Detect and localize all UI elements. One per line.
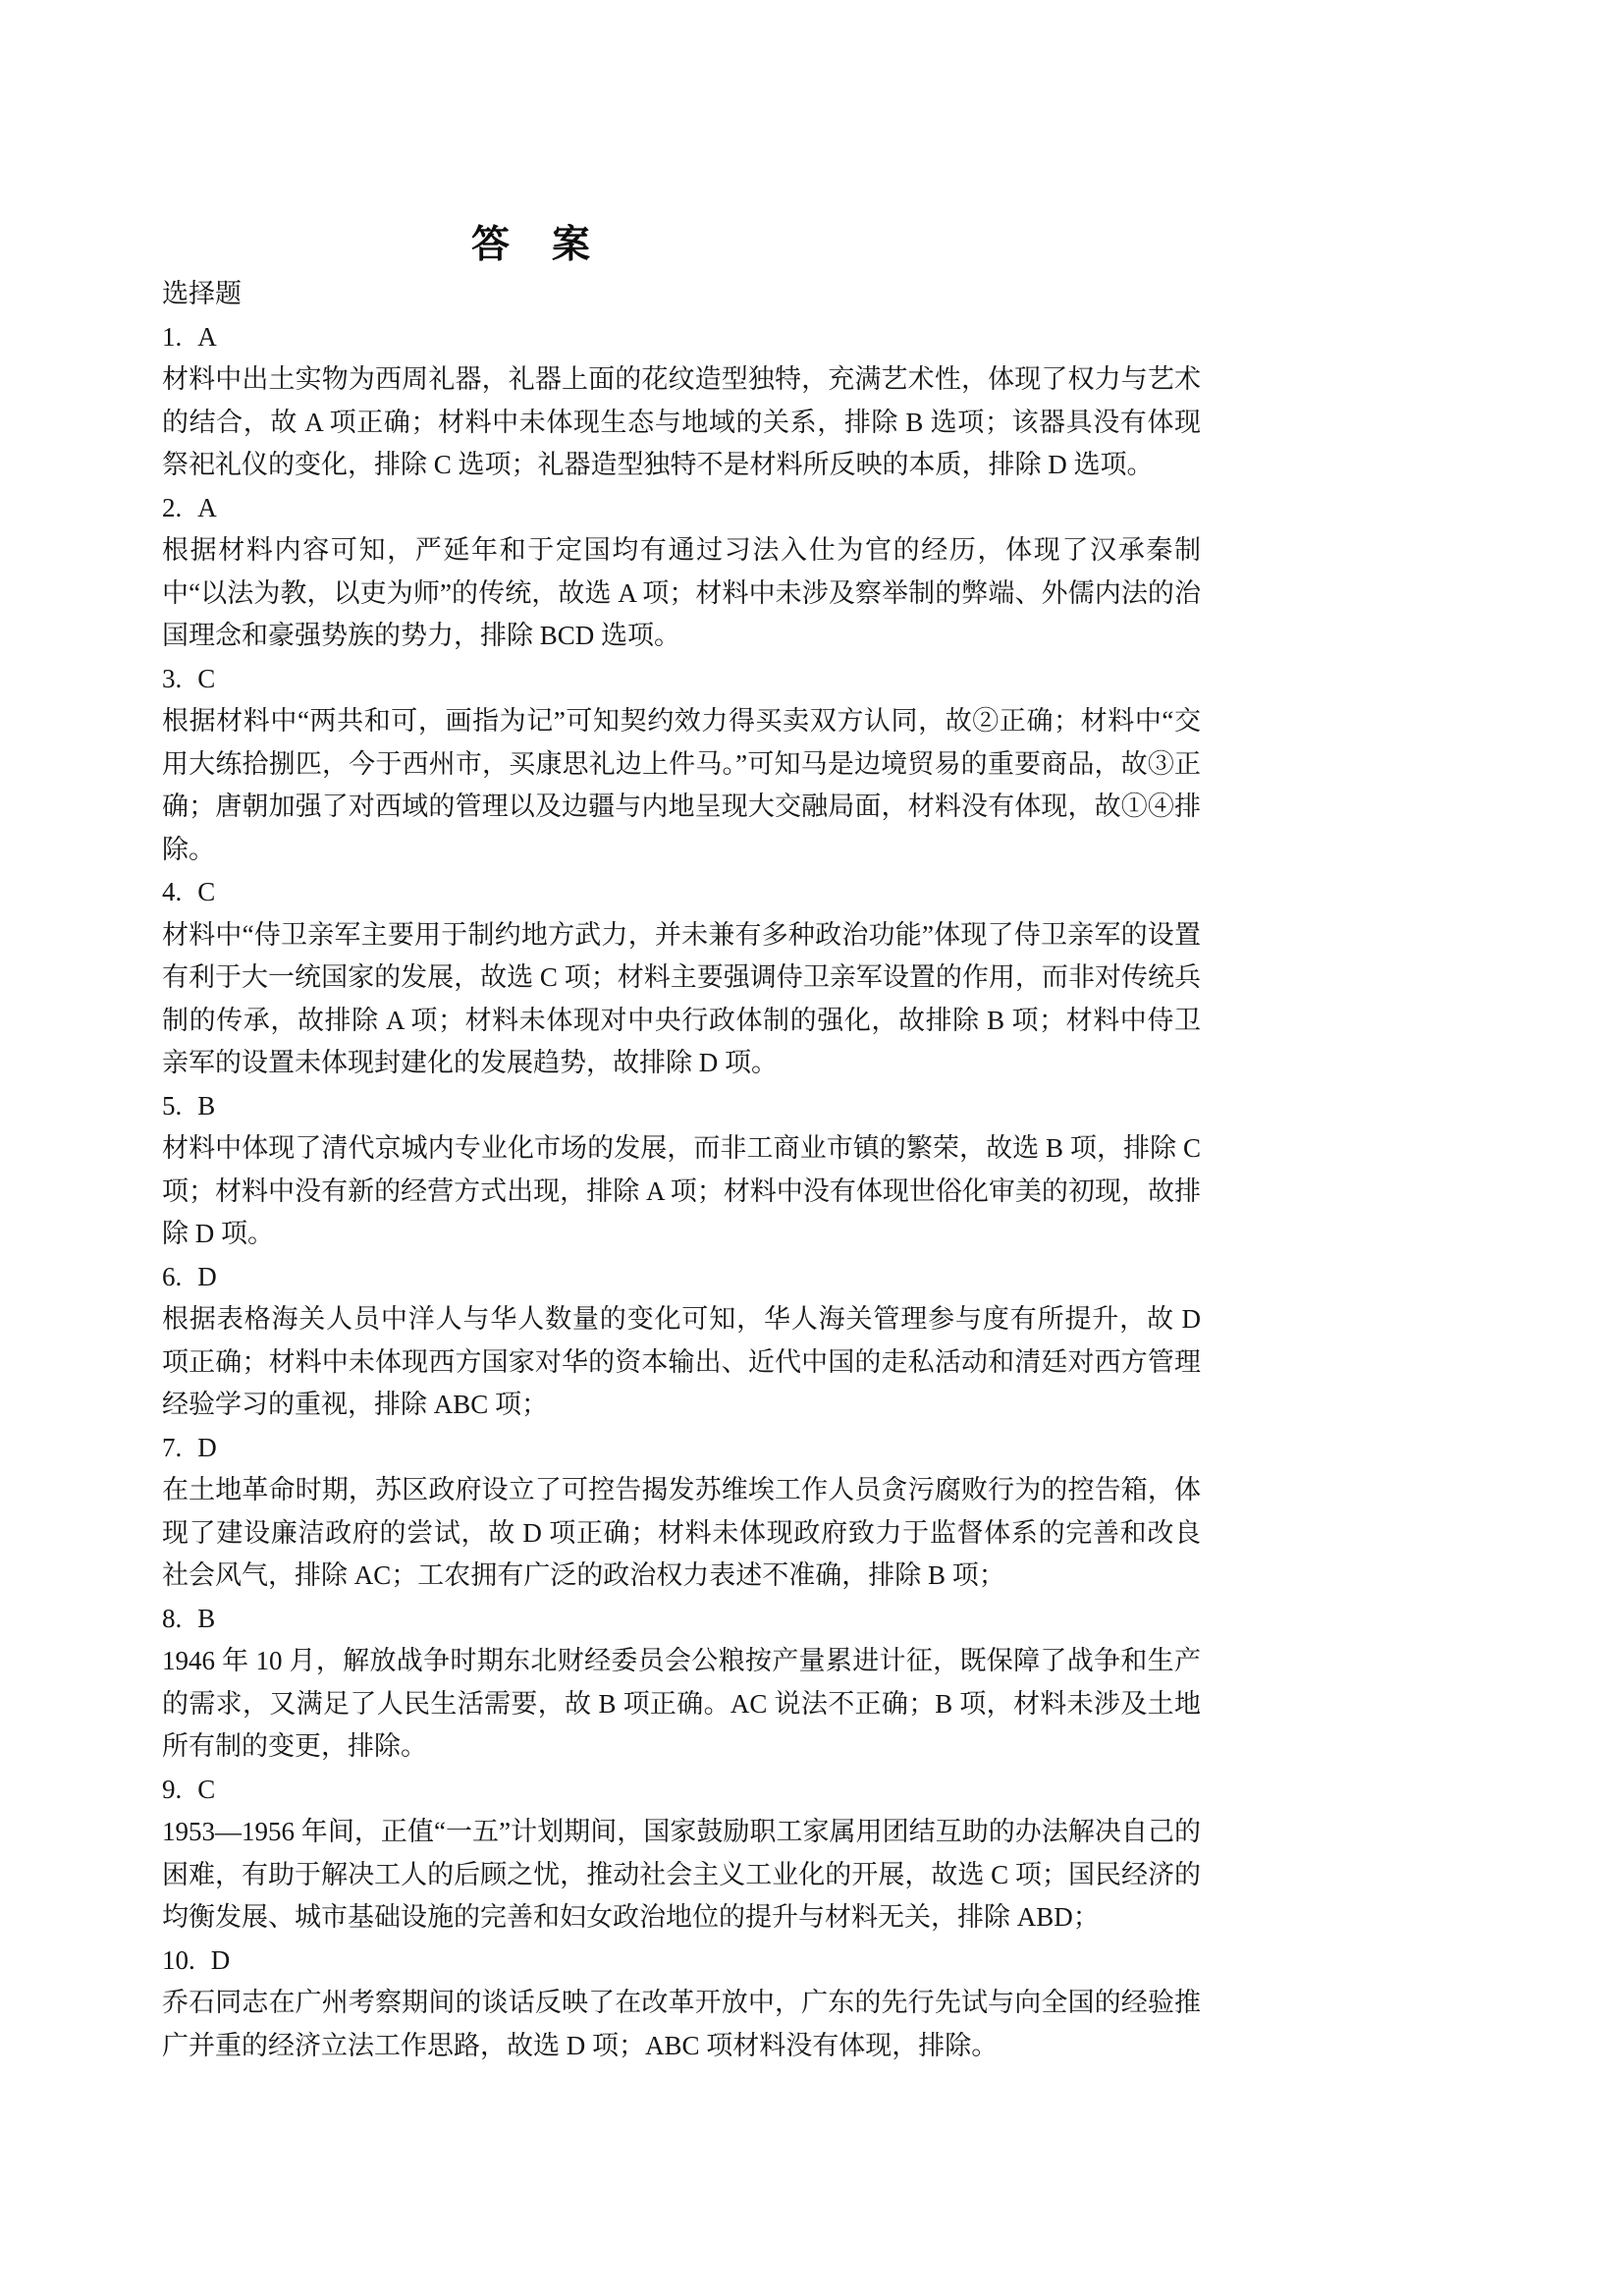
answer-explanation: 乔石同志在广州考察期间的谈话反映了在改革开放中，广东的先行先试与向全国的经验推广并重的经济立法工作思路，故选 D 项；ABC 项材料没有体现，排除。 [162,1988,1201,2060]
answer-number-line [162,658,1201,701]
answer-explanation: 材料中“侍卫亲军主要用于制约地方武力，并未兼有多种政治功能”体现了侍卫亲军的设置有利于大一统国家的发展，故选 C 项；材料主要强调侍卫亲军设置的作用，而非对传统兵制的传承，故排除 A 项；材料未体现对中央行政体制的强化，故排除 B 项；材料中侍卫亲军的设置未体现封建化的发展趋势，故排除 D 项。 [162,919,1201,1077]
question-number: 4. [162,877,183,906]
answer-letter: D [197,1261,217,1291]
question-number: 9. [162,1774,183,1804]
answer-item [162,658,1201,872]
answers-list [162,316,1201,2068]
answer-item [162,1256,1201,1427]
answer-explanation: 材料中出土实物为西周礼器，礼器上面的花纹造型独特，充满艺术性，体现了权力与艺术的结合，故 A 项正确；材料中未体现生态与地域的关系，排除 B 选项；该器具没有体现祭祀礼仪的变化，排除 C 选项；礼器造型独特不是材料所反映的本质，排除 D 选项。 [162,364,1201,479]
answer-item [162,487,1201,658]
answer-item [162,871,1201,1085]
question-number: 6. [162,1261,183,1291]
answer-number-line [162,316,1201,359]
answer-explanation: 根据表格海关人员中洋人与华人数量的变化可知，华人海关管理参与度有所提升，故 D 项正确；材料中未体现西方国家对华的资本输出、近代中国的走私活动和清廷对西方管理经验学习的重视，排除 ABC 项； [162,1304,1201,1419]
question-number: 10. [162,1944,195,1975]
page-title: 答 案 [471,224,593,266]
question-number: 7. [162,1432,183,1462]
question-number: 8. [162,1603,183,1633]
answer-number-line [162,1598,1201,1641]
answer-item [162,1598,1201,1769]
answer-number-line [162,1940,1201,1983]
question-number: 3. [162,663,183,693]
answer-item [162,1427,1201,1598]
answer-number-line [162,1769,1201,1812]
answer-letter: C [197,1774,216,1804]
answer-item [162,1769,1201,1940]
answer-number-line [162,1085,1201,1128]
answer-letter: C [197,877,216,906]
answer-letter: C [197,663,216,693]
answer-item [162,1085,1201,1256]
section-label: 选择题 [162,279,242,308]
answer-letter: B [197,1090,216,1121]
answer-letter: B [197,1603,216,1633]
answer-explanation: 根据材料中“两共和可，画指为记”可知契约效力得买卖双方认同，故②正确；材料中“交用大练拾捌匹，今于西州市，买康思礼边上件马。”可知马是边境贸易的重要商品，故③正确；唐朝加强了对西域的管理以及边疆与内地呈现大交融局面，材料没有体现，故①④排除。 [162,706,1201,864]
answer-explanation: 1946 年 10 月，解放战争时期东北财经委员会公粮按产量累进计征，既保障了战争和生产的需求，又满足了人民生活需要，故 B 项正确。AC 说法不正确；B 项，材料未涉及土地所有制的变更，排除。 [162,1646,1201,1761]
answer-explanation: 在土地革命时期，苏区政府设立了可控告揭发苏维埃工作人员贪污腐败行为的控告箱，体现了建设廉洁政府的尝试，故 D 项正确；材料未体现政府致力于监督体系的完善和改良社会风气，排除 AC；工农拥有广泛的政治权力表述不准确，排除 B 项； [162,1475,1201,1590]
question-number: 1. [162,321,183,352]
answer-number-line [162,1427,1201,1470]
answer-explanation: 根据材料内容可知，严延年和于定国均有通过习法入仕为官的经历，体现了汉承秦制中“以法为教，以吏为师”的传统，故选 A 项；材料中未涉及察举制的弊端、外儒内法的治国理念和豪强势族的势力，排除 BCD 选项。 [162,535,1201,650]
answer-item [162,1940,1201,2068]
answer-item [162,316,1201,487]
document-body [162,273,1201,2067]
question-number: 2. [162,492,183,522]
answer-explanation: 材料中体现了清代京城内专业化市场的发展，而非工商业市镇的繁荣，故选 B 项，排除 C 项；材料中没有新的经营方式出现，排除 A 项；材料中没有体现世俗化审美的初现，故排除 D 项。 [162,1133,1201,1248]
answer-number-line [162,487,1201,530]
question-number: 5. [162,1090,183,1121]
answer-letter: A [197,492,217,522]
answer-number-line [162,1256,1201,1299]
answer-letter: A [197,321,217,352]
answer-letter: D [197,1432,217,1462]
answer-number-line [162,871,1201,914]
answer-letter: D [210,1944,231,1975]
answer-explanation: 1953—1956 年间，正值“一五”计划期间，国家鼓励职工家属用团结互助的办法解决自己的困难，有助于解决工人的后顾之忧，推动社会主义工业化的开展，故选 C 项；国民经济的均衡发展、城市基础设施的完善和妇女政治地位的提升与材料无关，排除 ABD； [162,1817,1201,1932]
